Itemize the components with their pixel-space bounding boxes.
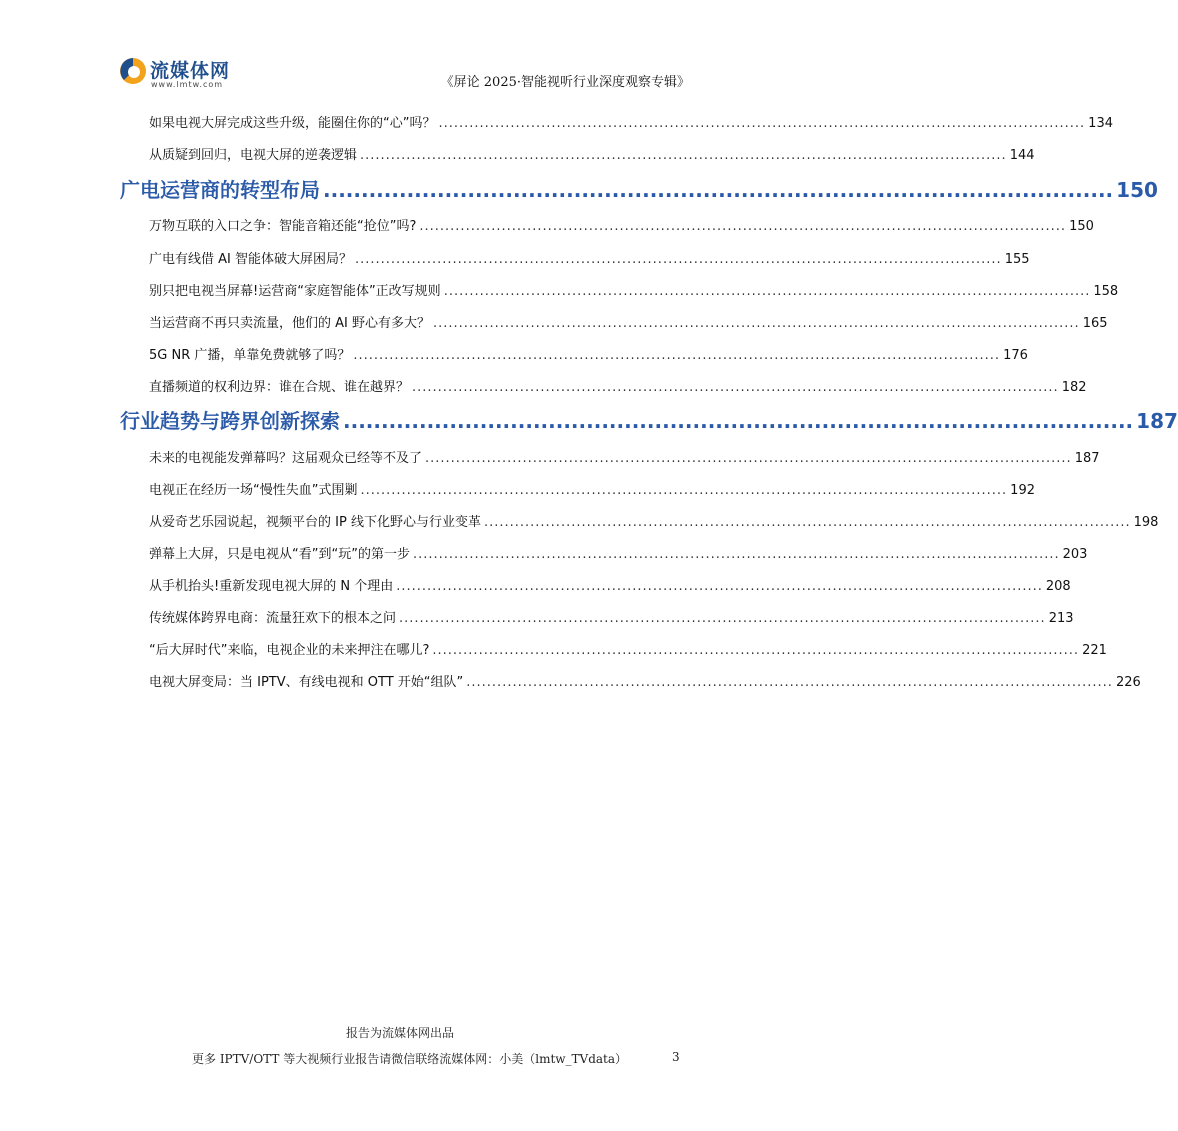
- toc-entry[interactable]: [149, 511, 1159, 530]
- toc-leader-dots: ..............................................................................................................................: [466, 675, 1113, 690]
- toc-entry-label: 广电有线借 AI 智能体破大屏困局？: [149, 252, 352, 267]
- toc-entry[interactable]: [149, 376, 1087, 395]
- toc-entry-page: 158: [1093, 284, 1119, 299]
- toc-entry-label: 从手机抬头!重新发现电视大屏的 N 个理由: [149, 579, 394, 594]
- toc-leader-dots: ..............................................................................................................................: [425, 451, 1072, 466]
- toc-chapter-label: 广电运营商的转型布局: [120, 178, 320, 202]
- toc-entry[interactable]: [149, 447, 1100, 466]
- toc-entry-page: 208: [1045, 579, 1071, 594]
- toc-entry-label: 从爱奇艺乐园说起，视频平台的 IP 线下化野心与行业变革: [149, 515, 481, 530]
- toc-entry[interactable]: [149, 543, 1088, 562]
- toc-entry[interactable]: [149, 639, 1107, 658]
- toc-entry[interactable]: [149, 671, 1141, 690]
- toc-entry-label: 弹幕上大屏，只是电视从“看”到“玩”的第一步: [149, 547, 410, 562]
- toc-leader-dots: ..............................................................................................................................: [412, 547, 1060, 562]
- toc-leader-dots: ........................................................................................................: [323, 178, 1114, 202]
- toc-entry-page: 150: [1069, 219, 1094, 234]
- toc-leader-dots: ..............................................................................................................................: [483, 515, 1131, 530]
- toc-entry-page: 182: [1061, 380, 1087, 395]
- toc-entry[interactable]: [149, 607, 1074, 626]
- toc-entry-label: 万物互联的入口之争：智能音箱还能“抢位”吗?: [149, 219, 417, 234]
- toc-entry-page: 144: [1009, 148, 1035, 163]
- toc-entry[interactable]: [149, 312, 1108, 331]
- toc-entry-label: 如果电视大屏完成这些升级，能圈住你的“心”吗？: [149, 116, 436, 131]
- toc-entry[interactable]: [149, 144, 1035, 163]
- toc-chapter-label: 行业趋势与跨界创新探索: [120, 409, 340, 433]
- toc-entry[interactable]: [149, 280, 1119, 299]
- toc-entry-label: 电视正在经历一场“慢性失血”式围剿: [149, 483, 358, 498]
- toc-entry-page: 165: [1082, 316, 1108, 331]
- toc-leader-dots: ..............................................................................................................................: [443, 284, 1091, 299]
- toc-entry-label: 当运营商不再只卖流量，他们的 AI 野心有多大？: [149, 316, 430, 331]
- toc-leader-dots: ..............................................................................................................................: [353, 348, 1001, 363]
- toc-entry-label: 从质疑到回归，电视大屏的逆袭逻辑: [149, 148, 358, 163]
- toc-entry[interactable]: [149, 215, 1094, 234]
- toc-leader-dots: ..............................................................................................................................: [355, 252, 1002, 267]
- page-number: 3: [672, 1050, 680, 1064]
- logo-url: www.lmtw.com: [151, 80, 224, 89]
- toc-entry[interactable]: [149, 112, 1113, 131]
- toc-chapter-heading[interactable]: [120, 174, 1158, 203]
- toc-leader-dots: ..............................................................................................................................: [433, 316, 1080, 331]
- toc-entry[interactable]: [149, 344, 1028, 363]
- toc-leader-dots: ..............................................................................................................................: [360, 483, 1008, 498]
- footer-contact-note: 更多 IPTV/OTT 等大视频行业报告请微信联络流媒体网：小美（lmtw_TVdata）: [192, 1052, 628, 1066]
- toc-entry-label: 电视大屏变局：当 IPTV、有线电视和 OTT 开始“组队”: [149, 675, 464, 690]
- toc-entry-page: 134: [1088, 116, 1113, 131]
- toc-entry-label: “后大屏时代”来临，电视企业的未来押注在哪儿?: [149, 643, 430, 658]
- toc-entry[interactable]: [149, 479, 1035, 498]
- toc-leader-dots: ..............................................................................................................................: [438, 116, 1086, 131]
- toc-entry[interactable]: [149, 575, 1071, 594]
- toc-entry-page: 213: [1048, 611, 1074, 626]
- toc-entry-page: 198: [1133, 515, 1159, 530]
- toc-leader-dots: ........................................................................................................: [343, 409, 1134, 433]
- toc-entry-page: 221: [1082, 643, 1107, 658]
- toc-leader-dots: ..............................................................................................................................: [419, 219, 1067, 234]
- toc-leader-dots: ..............................................................................................................................: [399, 611, 1046, 626]
- header-title: 《屏论 2025·智能视听行业深度观察专辑》: [440, 75, 690, 90]
- toc-entry-page: 203: [1062, 547, 1088, 562]
- toc-leader-dots: ..............................................................................................................................: [412, 380, 1059, 395]
- toc-entry-label: 5G NR 广播，单靠免费就够了吗？: [149, 348, 351, 363]
- toc-entry-label: 未来的电视能发弹幕吗？这届观众已经等不及了: [149, 451, 423, 466]
- toc-leader-dots: ..............................................................................................................................: [396, 579, 1043, 594]
- toc-chapter-page: 150: [1116, 178, 1158, 202]
- toc-leader-dots: ..............................................................................................................................: [360, 148, 1007, 163]
- logo-mark-icon: [118, 56, 148, 86]
- toc-entry-page: 226: [1115, 675, 1141, 690]
- toc-entry-page: 155: [1004, 252, 1030, 267]
- toc-leader-dots: ..............................................................................................................................: [432, 643, 1080, 658]
- toc-entry-label: 传统媒体跨界电商：流量狂欢下的根本之问: [149, 611, 397, 626]
- toc-entry[interactable]: [149, 248, 1030, 267]
- toc-chapter-heading[interactable]: [120, 405, 1178, 434]
- toc-chapter-page: 187: [1136, 409, 1178, 433]
- toc-entry-label: 直播频道的权利边界：谁在合规、谁在越界？: [149, 380, 410, 395]
- toc-entry-page: 187: [1074, 451, 1100, 466]
- toc-entry-page: 176: [1003, 348, 1028, 363]
- toc-entry-page: 192: [1010, 483, 1035, 498]
- header-logo: [118, 52, 278, 98]
- footer-publisher-note: 报告为流媒体网出品: [345, 1026, 454, 1040]
- toc-entry-label: 别只把电视当屏幕!运营商“家庭智能体”正改写规则: [149, 284, 441, 299]
- logo-name: 流媒体网: [150, 60, 231, 82]
